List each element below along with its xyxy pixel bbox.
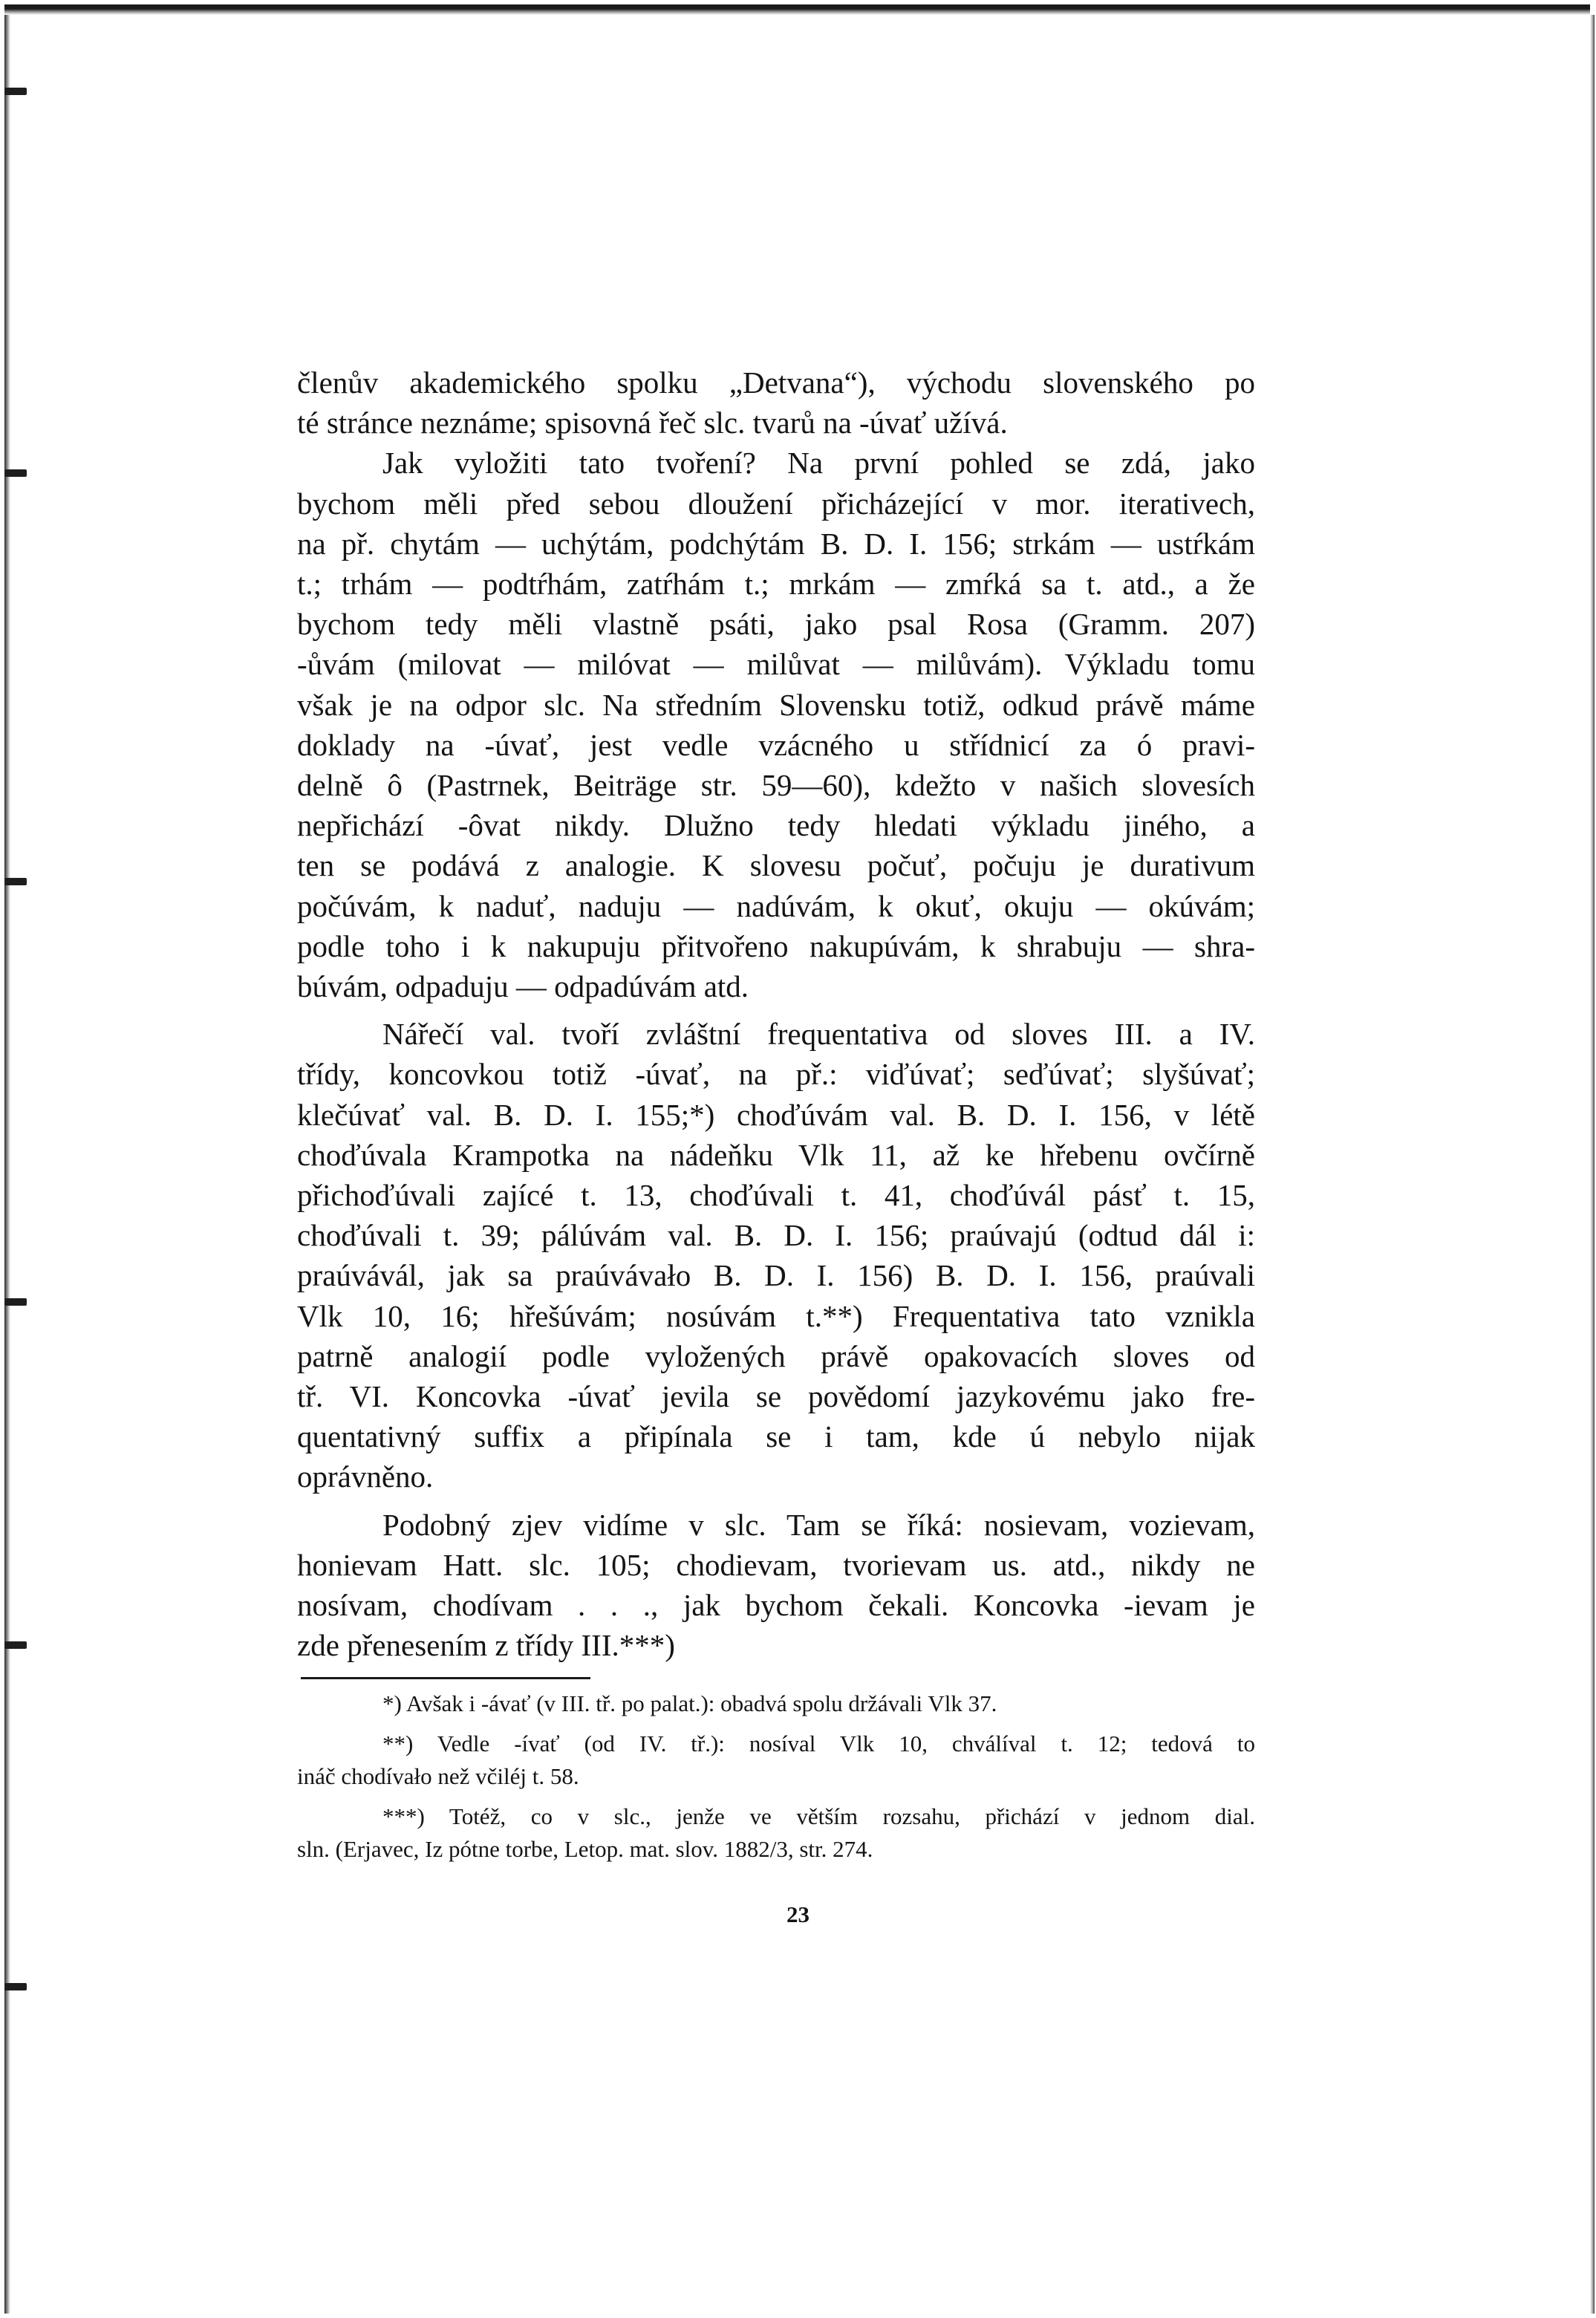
text-line: Vlk 10, 16; hřešúvám; nosúvám t.**) Frequentativa tato vznikla: [297, 1298, 1255, 1333]
binding-mark: [4, 878, 27, 885]
binding-mark: [4, 1298, 27, 1306]
footnote-line: ináč chodívało než včiléj t. 58.: [297, 1763, 579, 1789]
text-line: tř. VI. Koncovka -úvať jevila se povědomí jazykovému jako fre-: [297, 1379, 1255, 1414]
footnote-line: *) Avšak i -ávať (v III. tř. po palat.): obadvá spolu držávali Vlk 37.: [382, 1690, 997, 1716]
text-line: zde přenesením z třídy III.***): [297, 1628, 675, 1663]
text-line: členův akademického spolku „Detvana“), východu slovenského po: [297, 365, 1255, 400]
binding-mark: [4, 88, 27, 95]
text-line: -ůvám (milovat — milóvat — milůvat — milůvám). Výkladu tomu: [297, 647, 1255, 682]
text-line: nosívam, chodívam . . ., jak bychom čekali. Koncovka -ievam je: [297, 1588, 1255, 1623]
text-line: choďúvala Krampotka na nádeňku Vlk 11, až ke hřebenu ovčírně: [297, 1137, 1255, 1172]
binding-mark: [4, 1983, 27, 1990]
page-number: 23: [786, 1901, 810, 1927]
footnote: [297, 1728, 1255, 1793]
footnote-divider: [301, 1677, 590, 1679]
main-text: [297, 362, 1255, 1666]
paragraph: [297, 1505, 1255, 1666]
text-line: oprávněno.: [297, 1459, 434, 1494]
text-line: Jak vyložiti tato tvoření? Na první pohled se zdá, jako: [382, 446, 1255, 481]
text-line: honievam Hatt. slc. 105; chodievam, tvorievam us. atd., nikdy ne: [297, 1547, 1255, 1582]
footnote: [297, 1800, 1255, 1866]
text-line: delně ô (Pastrnek, Beiträge str. 59—60), kdežto v našich slovesích: [297, 768, 1255, 803]
text-line: patrně analogií podle vyložených právě opakovacích sloves od: [297, 1338, 1255, 1373]
text-line: na př. chytám — uchýtám, podchýtám B. D. I. 156; strkám — ustŕkám: [297, 526, 1255, 561]
text-line: nepřichází -ôvat nikdy. Dlužno tedy hledati výkladu jiného, a: [297, 808, 1255, 843]
text-line: quentativný suffix a připínala se i tam, kde ú nebylo nijak: [297, 1419, 1255, 1454]
footnote-line: **) Vedle -ívať (od IV. tř.): nosíval Vlk 10, chválíval t. 12; tedová to: [382, 1731, 1255, 1757]
text-line: podle toho i k nakupuju přitvořeno nakupúvám, k shrabuju — shra-: [297, 928, 1255, 963]
text-line: však je na odpor slc. Na středním Slovensku totiž, odkud právě máme: [297, 687, 1255, 722]
text-line: ten se podává z analogie. K slovesu počuť, počuju je durativum: [297, 848, 1255, 883]
text-line: Nářečí val. tvoří zvláštní frequentativa od sloves III. a IV.: [382, 1017, 1255, 1052]
paragraph: [297, 362, 1255, 443]
text-line: počúvám, k naduť, naduju — nadúvám, k okuť, okuju — okúvám;: [297, 888, 1255, 923]
text-line: té stránce neznáme; spisovná řeč slc. tvarů na -úvať užívá.: [297, 406, 1008, 440]
text-line: třídy, koncovkou totiž -úvať, na př.: viďúvať; seďúvať; slyšúvať;: [297, 1057, 1255, 1092]
text-line: přichoďúvali zajícé t. 13, choďúvali t. 41, choďúvál pásť t. 15,: [297, 1178, 1255, 1213]
scan-edge-right: [1590, 15, 1595, 2314]
text-line: Podobný zjev vidíme v slc. Tam se říká: nosievam, vozievam,: [382, 1507, 1255, 1542]
text-line: doklady na -úvať, jest vedle vzácného u střídnicí za ó pravi-: [297, 727, 1255, 762]
text-line: choďúvali t. 39; pálúvám val. B. D. I. 156; praúvajú (odtud dál i:: [297, 1218, 1255, 1253]
paragraph: [297, 443, 1255, 1006]
text-line: bychom měli před sebou dloužení přicházející v mor. iterativech,: [297, 486, 1255, 521]
footnote: [297, 1687, 1255, 1720]
footnotes: [297, 1687, 1255, 1873]
text-line: praúvávál, jak sa praúvávało B. D. I. 156) B. D. I. 156, praúvali: [297, 1258, 1255, 1293]
paragraph: [297, 1014, 1255, 1497]
text-line: klečúvať val. B. D. I. 155;*) choďúvám val. B. D. I. 156, v létě: [297, 1097, 1255, 1132]
scan-edge-left: [4, 15, 10, 2314]
text-line: bychom tedy měli vlastně psáti, jako psal Rosa (Gramm. 207): [297, 607, 1255, 642]
footnote-line: sln. (Erjavec, Iz pótne torbe, Letop. mat. slov. 1882/3, str. 274.: [297, 1836, 873, 1862]
binding-mark: [4, 469, 27, 477]
text-line: búvám, odpaduju — odpadúvám atd.: [297, 969, 749, 1004]
scan-edge-top: [4, 4, 1590, 15]
text-line: t.; trhám — podtŕhám, zatŕhám t.; mrkám — zmŕká sa t. atd., a že: [297, 567, 1255, 602]
binding-mark: [4, 1641, 27, 1649]
footnote-line: ***) Totéž, co v slc., jenže ve větším rozsahu, přichází v jednom dial.: [382, 1803, 1255, 1829]
